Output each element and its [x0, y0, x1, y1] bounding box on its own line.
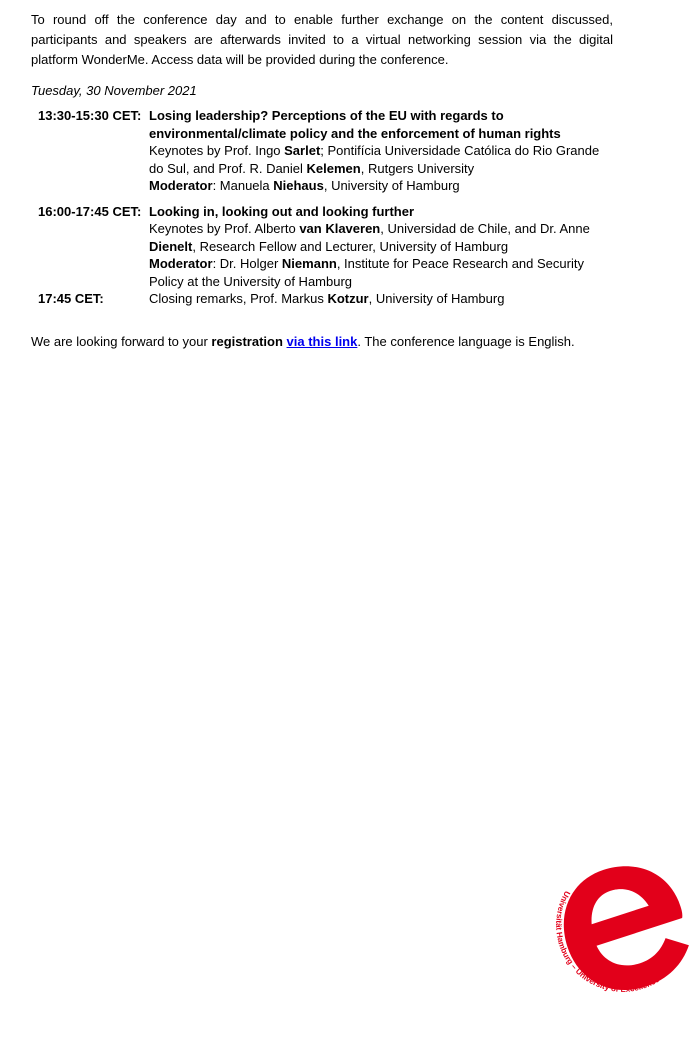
- session-title: Looking in, looking out and looking further: [149, 203, 415, 219]
- speaker-affiliation: , Rutgers University: [360, 160, 475, 176]
- speaker-name: Dienelt: [149, 238, 193, 254]
- logo-letter-e: [550, 855, 690, 1000]
- schedule: [38, 107, 613, 308]
- session-keynotes: [149, 220, 613, 255]
- registration-prefix: We are looking forward to your: [31, 334, 212, 349]
- speaker-affiliation: , University of Hamburg: [368, 291, 505, 306]
- registration-label: registration: [211, 334, 283, 349]
- moderator-name: Niehaus: [273, 178, 324, 193]
- moderator-label: Moderator: [149, 178, 213, 193]
- speaker-name: van Klaveren: [299, 221, 381, 236]
- session-time: 16:00-17:45 CET:: [38, 203, 142, 219]
- session-time: 13:30-15:30 CET:: [38, 108, 142, 123]
- keynote-prefix: Keynotes by Prof. Ingo: [149, 143, 285, 158]
- moderator-prefix: : Dr. Holger: [212, 256, 282, 271]
- session-2: [38, 203, 613, 291]
- speaker-affiliation: , Research Fellow and Lecturer, University of Hamburg: [192, 238, 509, 254]
- registration-paragraph: [31, 332, 575, 352]
- speaker-name: Sarlet: [284, 143, 321, 158]
- speaker-affiliation: ; Pontifícia Universidade Católica do Rio Grande do Sul, and Prof. R. Daniel: [149, 143, 600, 176]
- session-closing: [38, 290, 613, 308]
- speaker-affiliation: , Universidad de Chile, and Dr. Anne: [380, 221, 590, 236]
- session-time: 17:45 CET:: [38, 291, 104, 306]
- session-body: [149, 203, 613, 291]
- university-of-hamburg-logo: [550, 855, 690, 1000]
- session-body: [149, 107, 613, 195]
- moderator-prefix: : Manuela: [212, 178, 274, 193]
- moderator-affiliation: , University of Hamburg: [323, 178, 460, 193]
- session-1: [38, 107, 613, 195]
- intro-paragraph: To round off the conference day and to enable further exchange on the content discussed, participants and speakers are afterwards invited to a virtual networking session via the digital platform WonderMe. Access data will be provided during the conference.: [31, 12, 613, 67]
- keynote-prefix: Keynotes by Prof. Alberto: [149, 221, 300, 236]
- session-moderator: [149, 177, 613, 195]
- moderator-name: Niemann: [281, 256, 337, 271]
- logo-ring-text: Universität Hamburg – University of Excellence: [554, 889, 661, 994]
- registration-suffix: . The conference language is English.: [357, 334, 575, 349]
- event-date: Tuesday, 30 November 2021: [31, 83, 197, 98]
- moderator-label: Moderator: [149, 256, 213, 271]
- speaker-name: Kotzur: [327, 291, 369, 306]
- closing-prefix: Closing remarks, Prof. Markus: [149, 291, 328, 306]
- session-body: [149, 290, 613, 308]
- session-title: Losing leadership? Perceptions of the EU with regards to environmental/climate policy and the enforcement of human rights: [149, 108, 561, 141]
- registration-link[interactable]: via this link: [286, 334, 358, 349]
- moderator-affiliation: , Institute for Peace Research and Security Policy at the University of Hamburg: [149, 256, 584, 289]
- session-moderator: [149, 255, 613, 290]
- speaker-name: Kelemen: [306, 160, 361, 176]
- session-keynotes: [149, 142, 613, 177]
